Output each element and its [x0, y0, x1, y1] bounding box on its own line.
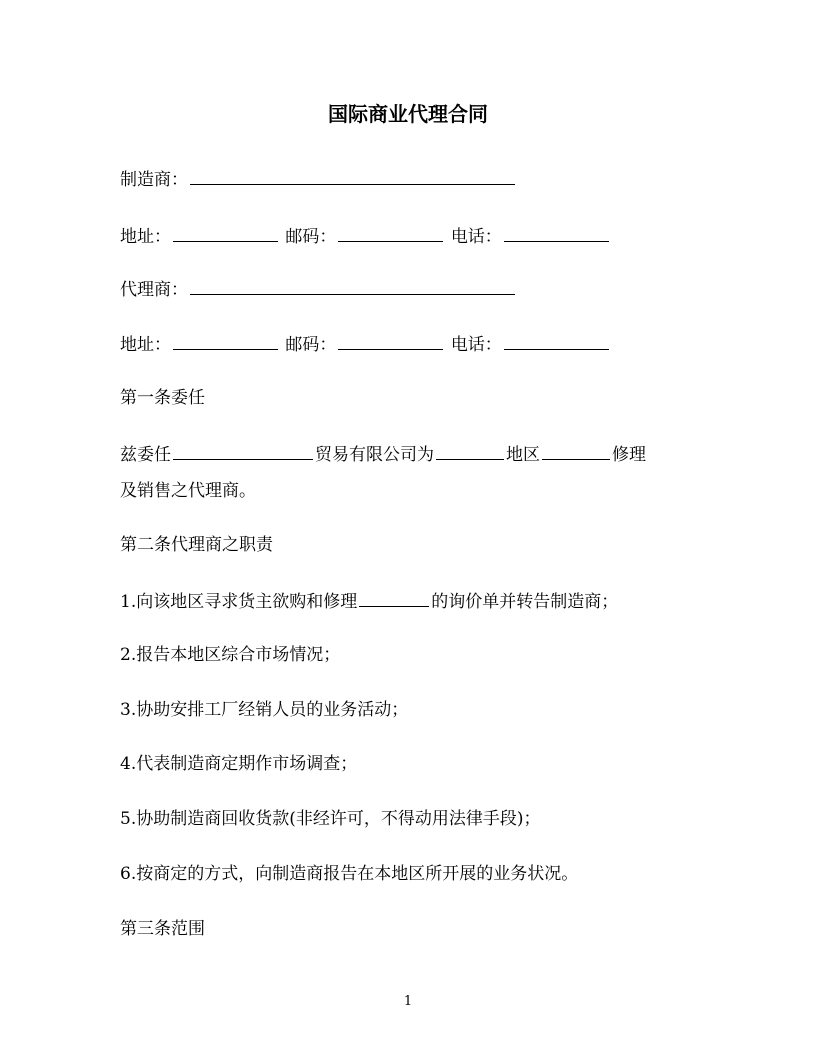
article-2-item-6: 6.按商定的方式，向制造商报告在本地区所开展的业务状况。: [120, 864, 579, 884]
zip-label: 邮码：: [285, 335, 337, 355]
item-1-text-b: 的询价单并转告制造商；: [431, 592, 619, 612]
address-blank: [173, 331, 278, 350]
phone-blank: [504, 223, 609, 242]
address-blank: [173, 223, 278, 242]
item-1-blank: [359, 588, 429, 607]
article-1-paragraph: [120, 441, 646, 467]
repair-text: 修理: [612, 445, 646, 465]
address-label: 地址：: [120, 335, 171, 355]
article-2-item-5: 5.协助制造商回收货款(非经许可，不得动用法律手段)；: [120, 809, 541, 829]
product-blank: [542, 441, 610, 460]
zip-blank: [338, 223, 443, 242]
appoint-text: 兹委任: [120, 445, 171, 465]
agent-contact-line: [120, 331, 611, 357]
article-2-item-2: 2.报告本地区综合市场情况；: [120, 645, 341, 665]
article-1-paragraph-line2: 及销售之代理商。: [120, 481, 256, 501]
address-label: 地址：: [120, 227, 171, 247]
article-2-item-4: 4.代表制造商定期作市场调查；: [120, 754, 358, 774]
agent-line: [120, 276, 517, 302]
manufacturer-line: [120, 166, 517, 192]
item-1-text-a: 1.向该地区寻求货主欲购和修理: [120, 592, 358, 612]
company-blank: [173, 441, 313, 460]
document-title: 国际商业代理合同: [328, 102, 488, 126]
zip-label: 邮码：: [285, 227, 337, 247]
manufacturer-blank: [190, 166, 515, 185]
region-text: 地区: [506, 445, 540, 465]
company-text: 贸易有限公司为: [315, 445, 434, 465]
article-2-item-1: [120, 588, 618, 614]
zip-blank: [338, 331, 443, 350]
phone-blank: [504, 331, 609, 350]
article-1-heading: 第一条委任: [120, 388, 205, 408]
region-blank: [436, 441, 504, 460]
agent-blank: [190, 276, 515, 295]
article-2-item-3: 3.协助安排工厂经销人员的业务活动；: [120, 700, 409, 720]
article-2-heading: 第二条代理商之职责: [120, 535, 273, 555]
page-number: 1: [403, 994, 413, 1009]
agent-label: 代理商：: [120, 280, 188, 300]
phone-label: 电话：: [450, 227, 502, 247]
manufacturer-contact-line: [120, 223, 611, 249]
article-3-heading: 第三条范围: [120, 919, 205, 939]
manufacturer-label: 制造商：: [120, 170, 188, 190]
phone-label: 电话：: [450, 335, 502, 355]
